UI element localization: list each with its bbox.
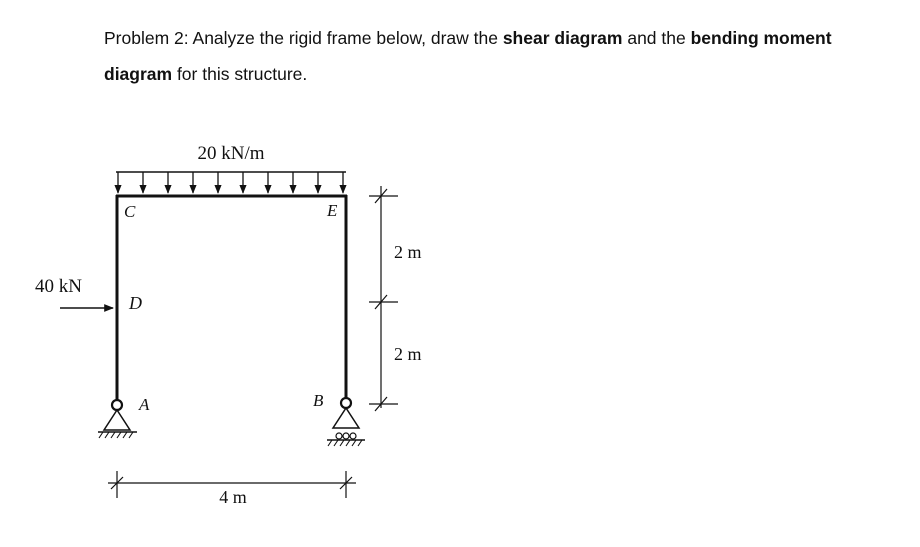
node-label-e: E — [327, 201, 338, 220]
problem-suffix: for this structure. — [172, 64, 308, 84]
frame — [116, 195, 347, 402]
span-label: 4 m — [219, 487, 247, 507]
problem-bold-moment: bending moment diagram — [104, 28, 832, 84]
node-label-a: A — [139, 395, 150, 414]
problem-prefix: Problem 2: Analyze the rigid frame below, draw the — [104, 28, 503, 48]
pin-support-a — [98, 400, 137, 438]
point-load-label: 40 kN — [35, 276, 82, 297]
distributed-load — [116, 172, 346, 193]
node-label-b: B — [313, 391, 324, 410]
problem-bold-shear: shear diagram — [502, 28, 623, 48]
node-label-c: C — [124, 202, 136, 221]
dimension-upper-label: 2 m — [394, 242, 422, 262]
problem-middle: and the — [622, 28, 691, 48]
vertical-dimension — [369, 186, 398, 411]
dimension-lower-label: 2 m — [394, 344, 422, 364]
distributed-load-label: 20 kN/m — [197, 143, 265, 164]
roller-support-b — [327, 398, 365, 446]
node-label-d: D — [129, 293, 142, 313]
